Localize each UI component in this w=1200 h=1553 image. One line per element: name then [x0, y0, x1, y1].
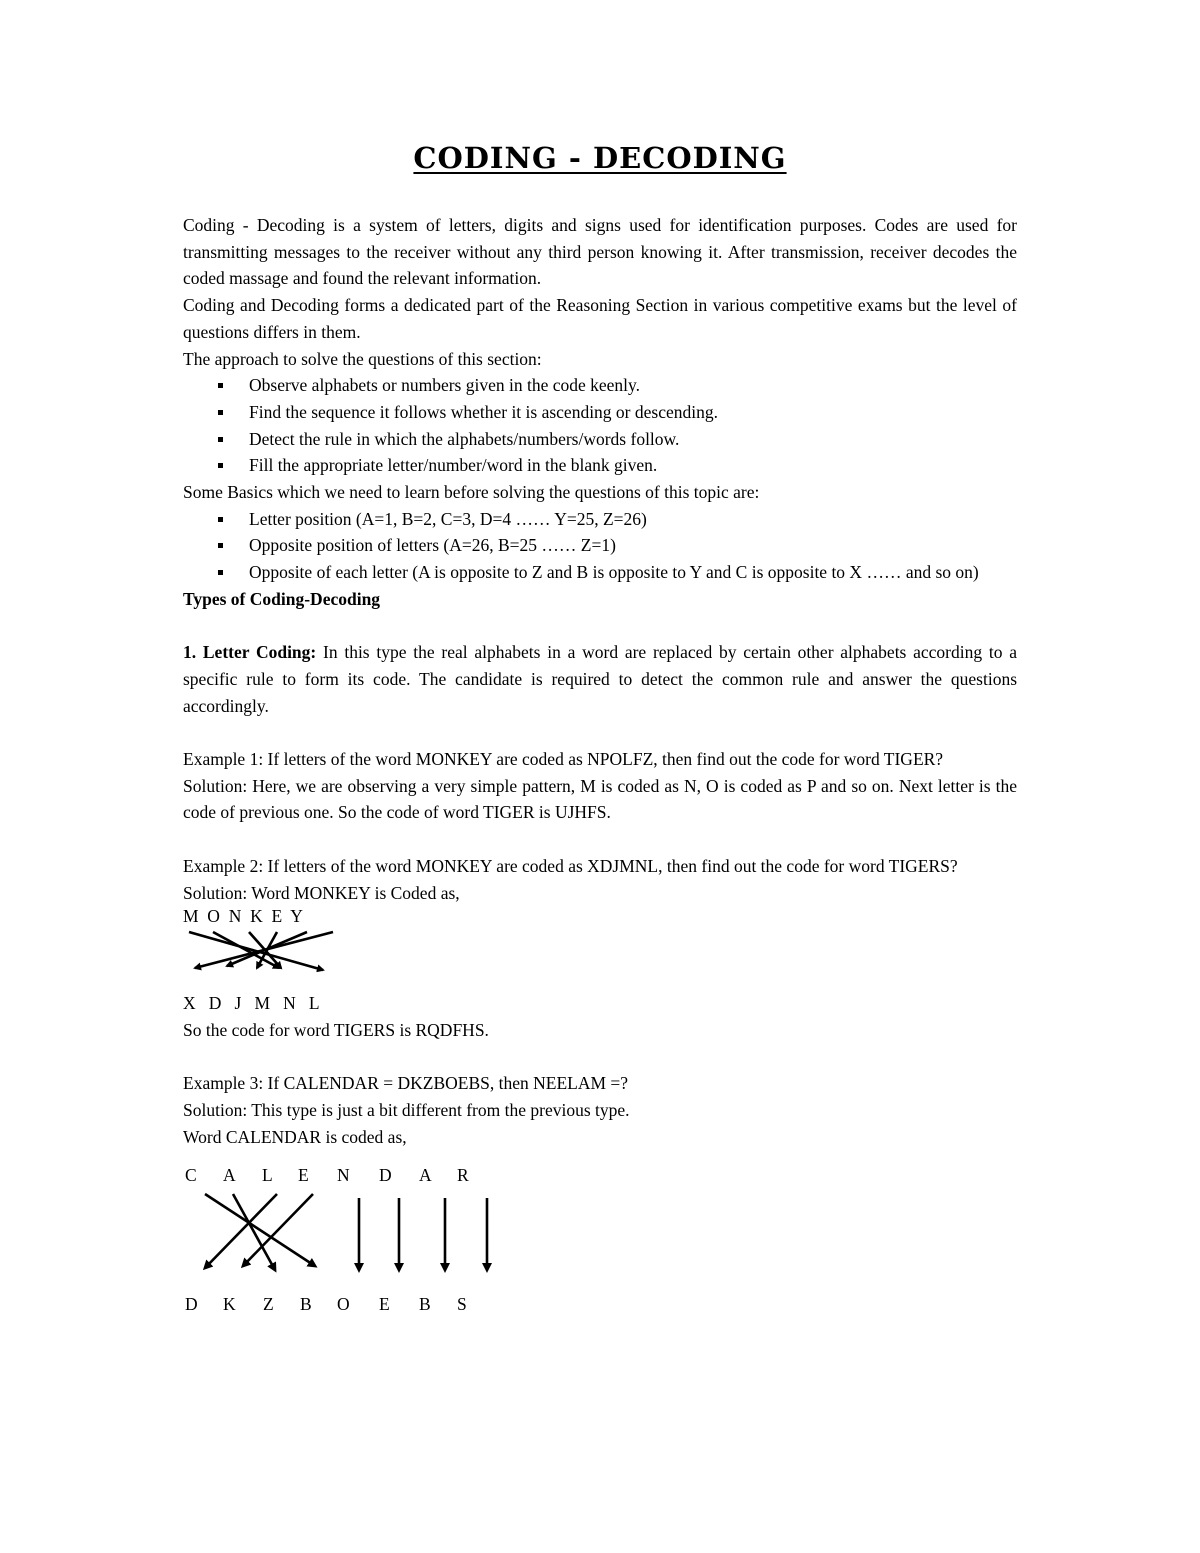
calendar-top-letter: A — [223, 1165, 236, 1186]
monkey-arrow-diagram — [183, 926, 363, 984]
calendar-bottom-letter: O — [337, 1294, 350, 1315]
example-2-question: Example 2: If letters of the word MONKEY are coded as XDJMNL, then find out the code for word TIGERS? — [183, 855, 958, 876]
basics-heading: Some Basics which we need to learn before solving the questions of this topic are: — [183, 482, 760, 503]
calendar-arrows — [205, 1194, 487, 1270]
example-3-question: Example 3: If CALENDAR = DKZBOEBS, then NEELAM =? — [183, 1073, 629, 1094]
intro-paragraph-1: Coding - Decoding is a system of letters, digits and signs used for identification purposes. Codes are used for transmitting messages to the receiver without any third person knowing it. After transmission, receiver decodes the coded massage and found the relevant information. — [183, 215, 1017, 289]
calendar-bottom-letters — [185, 1294, 467, 1314]
calendar-bottom-letter: E — [379, 1294, 390, 1315]
example-2-top-letters: M O N K E Y — [183, 906, 303, 927]
calendar-bottom-letter: B — [300, 1294, 312, 1315]
calendar-bottom-letter: Z — [263, 1294, 274, 1315]
example-1-solution: Solution: Here, we are observing a very simple pattern, M is coded as N, O is coded as P and so on. Next letter is the code of previous one. So the code of word TIGER is UJHFS. — [183, 775, 1017, 823]
basics-item: Letter position (A=1, B=2, C=3, D=4 …… Y=25, Z=26) — [249, 506, 1017, 533]
basics-list — [183, 506, 1017, 586]
basics-item: Opposite position of letters (A=26, B=25 …… Z=1) — [249, 532, 1017, 559]
approach-item: Detect the rule in which the alphabets/numbers/words follow. — [249, 426, 1017, 453]
letter-coding-paragraph — [183, 639, 1017, 719]
document-page — [183, 130, 1017, 1316]
page-title: CODING - DECODING — [413, 141, 787, 175]
approach-item: Find the sequence it follows whether it is ascending or descending. — [249, 399, 1017, 426]
approach-heading: The approach to solve the questions of this section: — [183, 348, 542, 369]
example-2-bottom-letters: X D J M N L — [183, 993, 320, 1014]
calendar-bottom-letter: B — [419, 1294, 431, 1315]
example-3-word-line: Word CALENDAR is coded as, — [183, 1126, 407, 1147]
example-1-question: Example 1: If letters of the word MONKEY are coded as NPOLFZ, then find out the code for word TIGER? — [183, 749, 944, 770]
approach-item: Observe alphabets or numbers given in the code keenly. — [249, 372, 1017, 399]
example-3-solution: Solution: This type is just a bit different from the previous type. — [183, 1100, 630, 1121]
arrow-l-to-z — [205, 1194, 277, 1268]
calendar-arrow-diagram — [183, 1166, 523, 1316]
calendar-bottom-letter: S — [457, 1294, 467, 1315]
arrow-y-to-x — [195, 932, 333, 968]
example-2-conclusion: So the code for word TIGERS is RQDFHS. — [183, 1019, 489, 1040]
calendar-top-letter: C — [185, 1165, 197, 1186]
calendar-top-letter: L — [262, 1165, 273, 1186]
calendar-top-letter: E — [298, 1165, 309, 1186]
types-heading: Types of Coding-Decoding — [183, 588, 381, 609]
calendar-bottom-letter: D — [185, 1294, 198, 1315]
approach-list — [183, 372, 1017, 479]
monkey-arrows — [189, 932, 333, 970]
calendar-top-letters — [185, 1165, 469, 1185]
calendar-top-letter: D — [379, 1165, 392, 1186]
basics-item: Opposite of each letter (A is opposite to Z and B is opposite to Y and C is opposite to X …… and so on) — [249, 559, 1017, 586]
calendar-top-letter: N — [337, 1165, 350, 1186]
approach-item: Fill the appropriate letter/number/word in the blank given. — [249, 452, 1017, 479]
example-2-solution-intro: Solution: Word MONKEY is Coded as, — [183, 882, 460, 903]
arrow-c-to-d — [205, 1194, 315, 1266]
calendar-top-letter: A — [419, 1165, 432, 1186]
letter-coding-text: In this type the real alphabets in a word are replaced by certain other alphabets according to a specific rule to form its code. The candidate is required to detect the common rule and answer the questions accordingly. — [183, 642, 1018, 716]
letter-coding-label: 1. Letter Coding: — [183, 642, 317, 663]
intro-paragraph-2: Coding and Decoding forms a dedicated part of the Reasoning Section in various competitive exams but the level of questions differs in them. — [183, 295, 1017, 342]
calendar-bottom-letter: K — [223, 1294, 236, 1315]
calendar-top-letter: R — [457, 1165, 469, 1186]
